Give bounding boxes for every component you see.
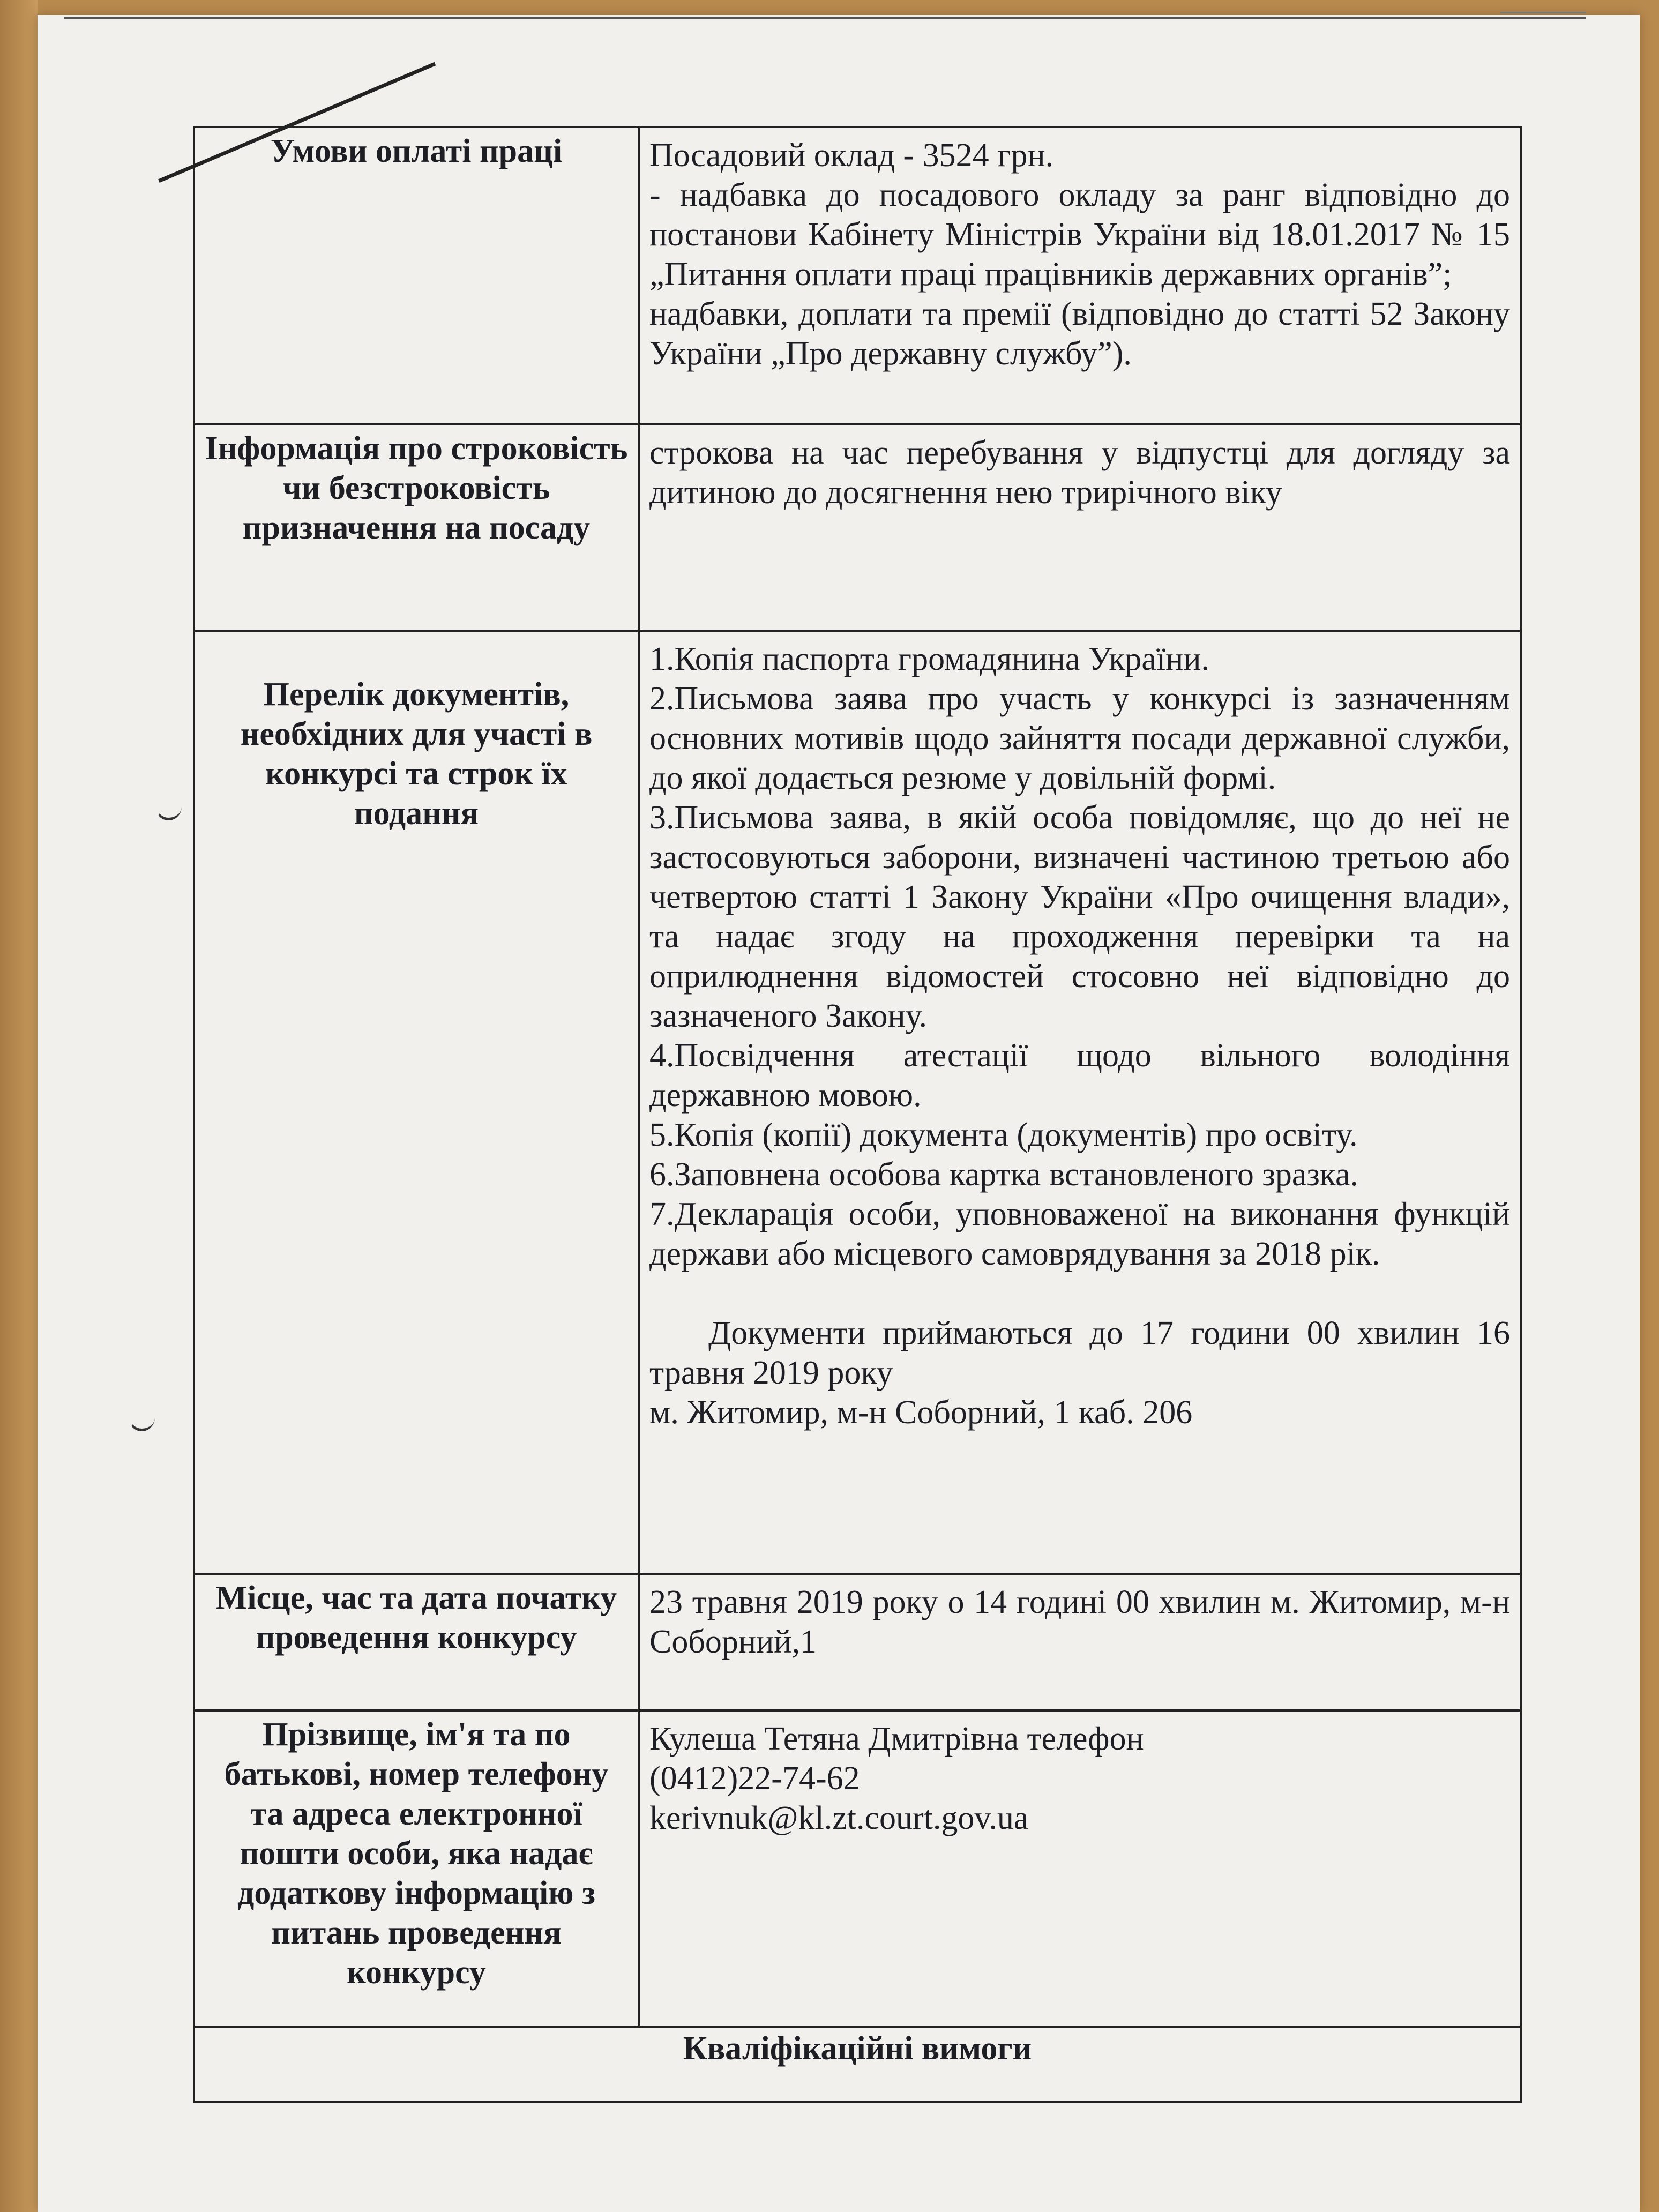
contact-phone: (0412)22-74-62 bbox=[649, 1760, 860, 1797]
document-item: 6.Заповнена особова картка встановленого зразка. bbox=[649, 1156, 1359, 1193]
document-item: 3.Письмова заява, в якій особа повідомляє, що до неї не застосовуються заборони, визначені частиною третьою або четвертою статті 1 Закону України «Про очищення влади», та надає згоду на проходження перевірки та на оприлюднення відомостей стосовно неї відповідно до зазначеного Закону. bbox=[649, 799, 1510, 1034]
table-row bbox=[194, 631, 1521, 1574]
document-item: 5.Копія (копії) документа (документів) про освіту. bbox=[649, 1117, 1358, 1153]
row-value-contact bbox=[639, 1710, 1521, 2027]
row-value-salary bbox=[639, 127, 1521, 424]
row-value-term bbox=[639, 424, 1521, 631]
document-item: 7.Декларація особи, уповноваженої на виконання функцій держави або місцевого самоврядування за 2018 рік. bbox=[649, 1196, 1510, 1272]
value-line: надбавки, доплати та премії (відповідно до статті 52 Закону України „Про державну службу”). bbox=[649, 296, 1510, 372]
top-border-line bbox=[64, 17, 1586, 19]
deadline-text: Документи приймаються до 17 години 00 хвилин 16 травня 2019 року bbox=[649, 1315, 1510, 1391]
contact-name: Кулеша Тетяна Дмитрівна телефон bbox=[649, 1721, 1144, 1757]
qualification-header: Кваліфікаційні вимоги bbox=[194, 2027, 1521, 2102]
table-row bbox=[194, 1574, 1521, 1710]
row-value-documents bbox=[639, 631, 1521, 1574]
table-row bbox=[194, 424, 1521, 631]
document-item: 2.Письмова заява про участь у конкурсі із зазначенням основних мотивів щодо зайняття посади державної служби, до якої додається резюме у довільній формі. bbox=[649, 681, 1510, 796]
spacer bbox=[649, 1274, 1510, 1313]
table-row bbox=[194, 2027, 1521, 2102]
competition-info-table bbox=[193, 126, 1522, 2103]
row-value-venue bbox=[639, 1574, 1521, 1710]
table-row bbox=[194, 1710, 1521, 2027]
value-line: строкова на час перебування у відпустці для догляду за дитиною до досягнення нею трирічного віку bbox=[649, 435, 1510, 511]
punch-hole-mark bbox=[155, 793, 182, 820]
value-line: - надбавка до посадового окладу за ранг відповідно до постанови Кабінету Міністрів України від 18.01.2017 № 15 „Питання оплати праці працівників державних органів”; bbox=[649, 177, 1510, 293]
table-row bbox=[194, 127, 1521, 424]
row-label-salary: Умови оплаті праці bbox=[194, 127, 639, 424]
document-item: 1.Копія паспорта громадянина України. bbox=[649, 641, 1210, 677]
row-label-documents: Перелік документів, необхідних для участі в конкурсі та строк їх подання bbox=[194, 631, 639, 1574]
value-line: 23 травня 2019 року о 14 годині 00 хвилин м. Житомир, м-н Соборний,1 bbox=[649, 1584, 1510, 1660]
row-label-venue: Місце, час та дата початку проведення конкурсу bbox=[194, 1574, 639, 1710]
contact-email: kerivnuk@kl.zt.court.gov.ua bbox=[649, 1800, 1029, 1836]
address-text: м. Житомир, м-н Соборний, 1 каб. 206 bbox=[649, 1394, 1193, 1431]
desk-edge bbox=[0, 0, 38, 2212]
punch-hole-mark bbox=[129, 1404, 155, 1431]
document-item: 4.Посвідчення атестації щодо вільного володіння державною мовою. bbox=[649, 1037, 1510, 1114]
value-line: Посадовий оклад - 3524 грн. bbox=[649, 137, 1054, 174]
row-label-contact: Прізвище, ім'я та по батькові, номер телефону та адреса електронної пошти особи, яка надає додаткову інформацію з питань проведення конкурсу bbox=[194, 1710, 639, 2027]
top-border-line-short bbox=[1500, 12, 1586, 13]
row-label-term: Інформація про строковість чи безстроковість призначення на посаду bbox=[194, 424, 639, 631]
